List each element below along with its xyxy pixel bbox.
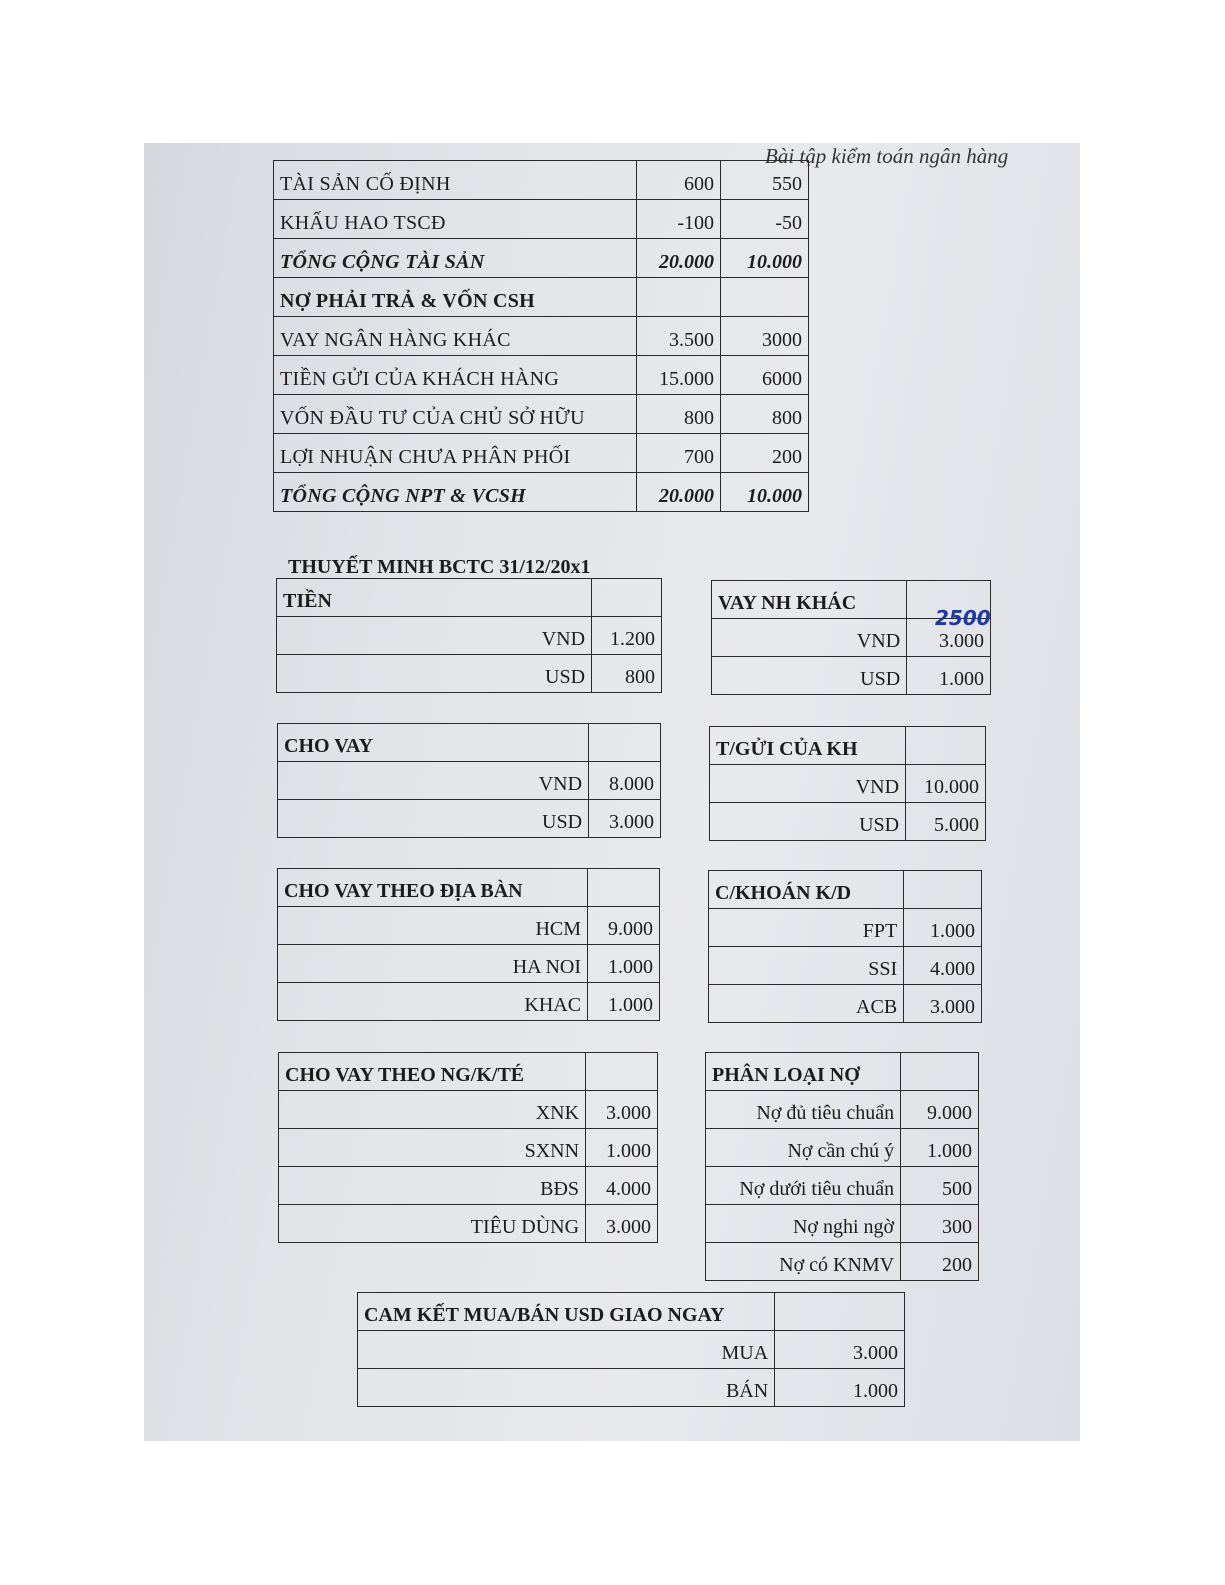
row-value: 8.000 <box>589 762 661 800</box>
row-value: 4.000 <box>904 947 982 985</box>
balance-label: TIỀN GỬI CỦA KHÁCH HÀNG <box>274 356 637 395</box>
table-tien <box>276 578 662 693</box>
row-label: XNK <box>279 1091 586 1129</box>
row-label: SSI <box>709 947 904 985</box>
handwritten-correction: 2500 <box>935 606 991 630</box>
balance-value-current: 15.000 <box>637 356 721 395</box>
row-label: Nợ nghi ngờ <box>706 1205 901 1243</box>
balance-value-prior: 800 <box>721 395 809 434</box>
table-cam-ket-usd <box>357 1292 905 1407</box>
balance-value-current: 600 <box>637 161 721 200</box>
table-tgui-kh <box>709 726 986 841</box>
balance-row <box>274 278 809 317</box>
empty-cell <box>586 1053 658 1091</box>
table-header-row <box>709 871 982 909</box>
row-label: USD <box>278 800 589 838</box>
balance-value-current: 3.500 <box>637 317 721 356</box>
row-value: 10.000 <box>906 765 986 803</box>
balance-value-current: 20.000 <box>637 473 721 512</box>
row-value: 300 <box>901 1205 979 1243</box>
row-label: VND <box>278 762 589 800</box>
row-value: 3.000 <box>904 985 982 1023</box>
balance-label: TỔNG CỘNG TÀI SẢN <box>274 239 637 278</box>
row-label: Nợ cần chú ý <box>706 1129 901 1167</box>
table-cho-vay-dia-ban <box>277 868 660 1021</box>
row-value: 1.000 <box>907 657 991 695</box>
balance-row <box>274 317 809 356</box>
table-header-row <box>278 724 661 762</box>
balance-row <box>274 200 809 239</box>
row-value: 1.200 <box>592 617 662 655</box>
row-label: FPT <box>709 909 904 947</box>
row-value: 800 <box>592 655 662 693</box>
table-title: TIỀN <box>277 579 592 617</box>
balance-value-prior: 10.000 <box>721 239 809 278</box>
row-label: USD <box>277 655 592 693</box>
balance-value-current: 700 <box>637 434 721 473</box>
balance-value-prior: 10.000 <box>721 473 809 512</box>
table-title: CHO VAY THEO NG/K/TÉ <box>279 1053 586 1091</box>
table-cho-vay <box>277 723 661 838</box>
balance-value-prior: 550 <box>721 161 809 200</box>
table-title: CHO VAY <box>278 724 589 762</box>
balance-label: NỢ PHẢI TRẢ & VỐN CSH <box>274 278 637 317</box>
table-row <box>710 765 986 803</box>
table-row <box>712 657 991 695</box>
table-row <box>706 1205 979 1243</box>
row-label: HA NOI <box>278 945 588 983</box>
table-row <box>278 983 660 1021</box>
table-header-row <box>278 869 660 907</box>
row-label: USD <box>712 657 907 695</box>
balance-value-current: -100 <box>637 200 721 239</box>
table-title: PHÂN LOẠI NỢ <box>706 1053 901 1091</box>
row-label: TIÊU DÙNG <box>279 1205 586 1243</box>
table-title: C/KHOÁN K/D <box>709 871 904 909</box>
row-label: KHAC <box>278 983 588 1021</box>
balance-row <box>274 161 809 200</box>
row-value: 200 <box>901 1243 979 1281</box>
empty-cell <box>904 871 982 909</box>
table-chung-khoan-kd <box>708 870 982 1023</box>
empty-cell <box>592 579 662 617</box>
table-title: T/GỬI CỦA KH <box>710 727 906 765</box>
row-label: BĐS <box>279 1167 586 1205</box>
table-row <box>278 907 660 945</box>
row-value: 3.000 <box>775 1331 905 1369</box>
balance-row <box>274 356 809 395</box>
row-value: 9.000 <box>588 907 660 945</box>
table-row <box>358 1331 905 1369</box>
table-row <box>706 1243 979 1281</box>
balance-row <box>274 239 809 278</box>
table-header-row <box>277 579 662 617</box>
row-label: VND <box>710 765 906 803</box>
empty-cell <box>588 869 660 907</box>
balance-sheet-table <box>273 160 809 512</box>
balance-label: TÀI SẢN CỐ ĐỊNH <box>274 161 637 200</box>
balance-row <box>274 473 809 512</box>
row-value: 3.000 <box>907 619 991 657</box>
row-value: 3.000 <box>586 1091 658 1129</box>
table-row <box>709 909 982 947</box>
table-title: VAY NH KHÁC <box>712 581 907 619</box>
empty-cell <box>901 1053 979 1091</box>
row-label: VND <box>712 619 907 657</box>
table-title: CHO VAY THEO ĐỊA BÀN <box>278 869 588 907</box>
table-row <box>709 947 982 985</box>
notes-title: THUYẾT MINH BCTC 31/12/20x1 <box>288 556 591 578</box>
table-row <box>278 945 660 983</box>
row-label: ACB <box>709 985 904 1023</box>
table-row <box>279 1205 658 1243</box>
row-value: 3.000 <box>586 1205 658 1243</box>
table-row <box>277 655 662 693</box>
balance-label: KHẤU HAO TSCĐ <box>274 200 637 239</box>
row-value: 3.000 <box>589 800 661 838</box>
table-header-row <box>358 1293 905 1331</box>
row-value: 9.000 <box>901 1091 979 1129</box>
table-row <box>358 1369 905 1407</box>
row-label: VND <box>277 617 592 655</box>
row-label: SXNN <box>279 1129 586 1167</box>
empty-cell <box>775 1293 905 1331</box>
row-value: 1.000 <box>588 983 660 1021</box>
balance-value-current: 800 <box>637 395 721 434</box>
balance-label: VAY NGÂN HÀNG KHÁC <box>274 317 637 356</box>
table-row <box>706 1091 979 1129</box>
balance-value-prior: 3000 <box>721 317 809 356</box>
table-row <box>710 803 986 841</box>
balance-label: TỔNG CỘNG NPT & VCSH <box>274 473 637 512</box>
balance-row <box>274 395 809 434</box>
table-row <box>278 800 661 838</box>
balance-value-prior: 200 <box>721 434 809 473</box>
table-title: CAM KẾT MUA/BÁN USD GIAO NGAY <box>358 1293 775 1331</box>
row-value: 4.000 <box>586 1167 658 1205</box>
table-phan-loai-no <box>705 1052 979 1281</box>
row-label: BÁN <box>358 1369 775 1407</box>
row-value: 1.000 <box>586 1129 658 1167</box>
row-label: Nợ dưới tiêu chuẩn <box>706 1167 901 1205</box>
balance-value-current <box>637 278 721 317</box>
table-row <box>706 1129 979 1167</box>
table-row <box>709 985 982 1023</box>
row-label: HCM <box>278 907 588 945</box>
header-note: Bài tập kiểm toán ngân hàng <box>765 144 1009 168</box>
table-header-row <box>279 1053 658 1091</box>
row-label: Nợ đủ tiêu chuẩn <box>706 1091 901 1129</box>
row-value: 5.000 <box>906 803 986 841</box>
table-vay-nh-khac <box>711 580 991 695</box>
balance-row <box>274 434 809 473</box>
balance-label: LỢI NHUẬN CHƯA PHÂN PHỐI <box>274 434 637 473</box>
balance-value-prior <box>721 278 809 317</box>
row-value: 1.000 <box>588 945 660 983</box>
row-value: 1.000 <box>901 1129 979 1167</box>
table-row <box>277 617 662 655</box>
table-row <box>279 1129 658 1167</box>
row-value: 500 <box>901 1167 979 1205</box>
table-header-row <box>710 727 986 765</box>
empty-cell <box>589 724 661 762</box>
row-value: 1.000 <box>775 1369 905 1407</box>
row-label: USD <box>710 803 906 841</box>
balance-value-current: 20.000 <box>637 239 721 278</box>
row-label: MUA <box>358 1331 775 1369</box>
table-header-row <box>706 1053 979 1091</box>
balance-value-prior: -50 <box>721 200 809 239</box>
table-cho-vay-nganh-kt <box>278 1052 658 1243</box>
empty-cell <box>906 727 986 765</box>
balance-label: VỐN ĐẦU TƯ CỦA CHỦ SỞ HỮU <box>274 395 637 434</box>
balance-value-prior: 6000 <box>721 356 809 395</box>
table-row <box>706 1167 979 1205</box>
row-value: 1.000 <box>904 909 982 947</box>
row-label: Nợ có KNMV <box>706 1243 901 1281</box>
table-row <box>279 1091 658 1129</box>
table-row <box>278 762 661 800</box>
table-row <box>279 1167 658 1205</box>
